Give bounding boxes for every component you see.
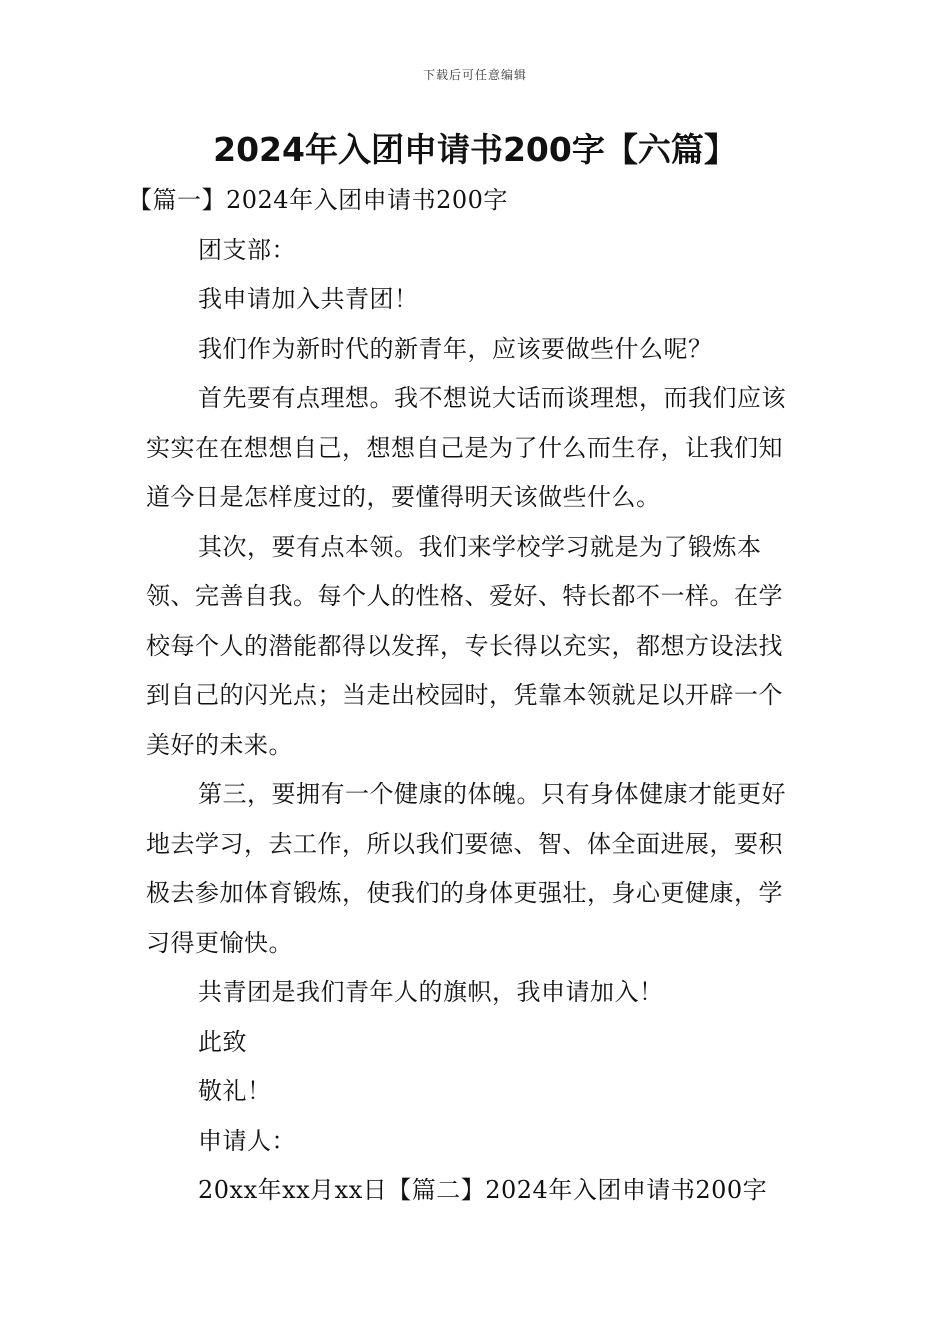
closing-statement: 共青团是我们青年人的旗帜，我申请加入！ [198,978,664,1006]
question-line: 我们作为新时代的新青年，应该要做些什么呢？ [198,334,713,363]
salutation: 团支部： [198,235,296,264]
paragraph-skills: 其次，要有点本领。我们来学校学习就是为了锻炼本领、完善自我。每个人的性格、爱好、特长都不一样。在学校每个人的潜能都得以发挥，专长得以充实，都想方设法找到自己的闪光点；当走出校园时，凭靠本领就足以开辟一个美好的未来。 [146,532,783,759]
section-heading: 【篇一】2024年入团申请书200字 [128,186,508,214]
document-body [128,176,806,1216]
applicant-label: 申请人： [198,1126,296,1155]
date-line: 20xx年xx月xx日【篇二】2024年入团申请书200字 [198,1176,768,1204]
header-note: 下载后可任意编辑 [422,68,527,82]
application-statement: 我申请加入共青团！ [198,285,419,313]
closing-salute-2: 敬礼！ [198,1077,272,1105]
paragraph-ideals: 首先要有点理想。我不想说大话而谈理想，而我们应该实实在在想想自己，想想自己是为了什么而生存，让我们知道今日是怎样度过的，要懂得明天该做些什么。 [146,384,786,511]
closing-salute-1: 此致 [198,1027,247,1056]
paragraph-health: 第三，要拥有一个健康的体魄。只有身体健康才能更好地去学习，去工作，所以我们要德、智、体全面进展，要积极去参加体育锻炼，使我们的身体更强壮，身心更健康，学习得更愉快。 [146,780,786,957]
document-title: 2024年入团申请书200字【六篇】 [213,130,737,169]
